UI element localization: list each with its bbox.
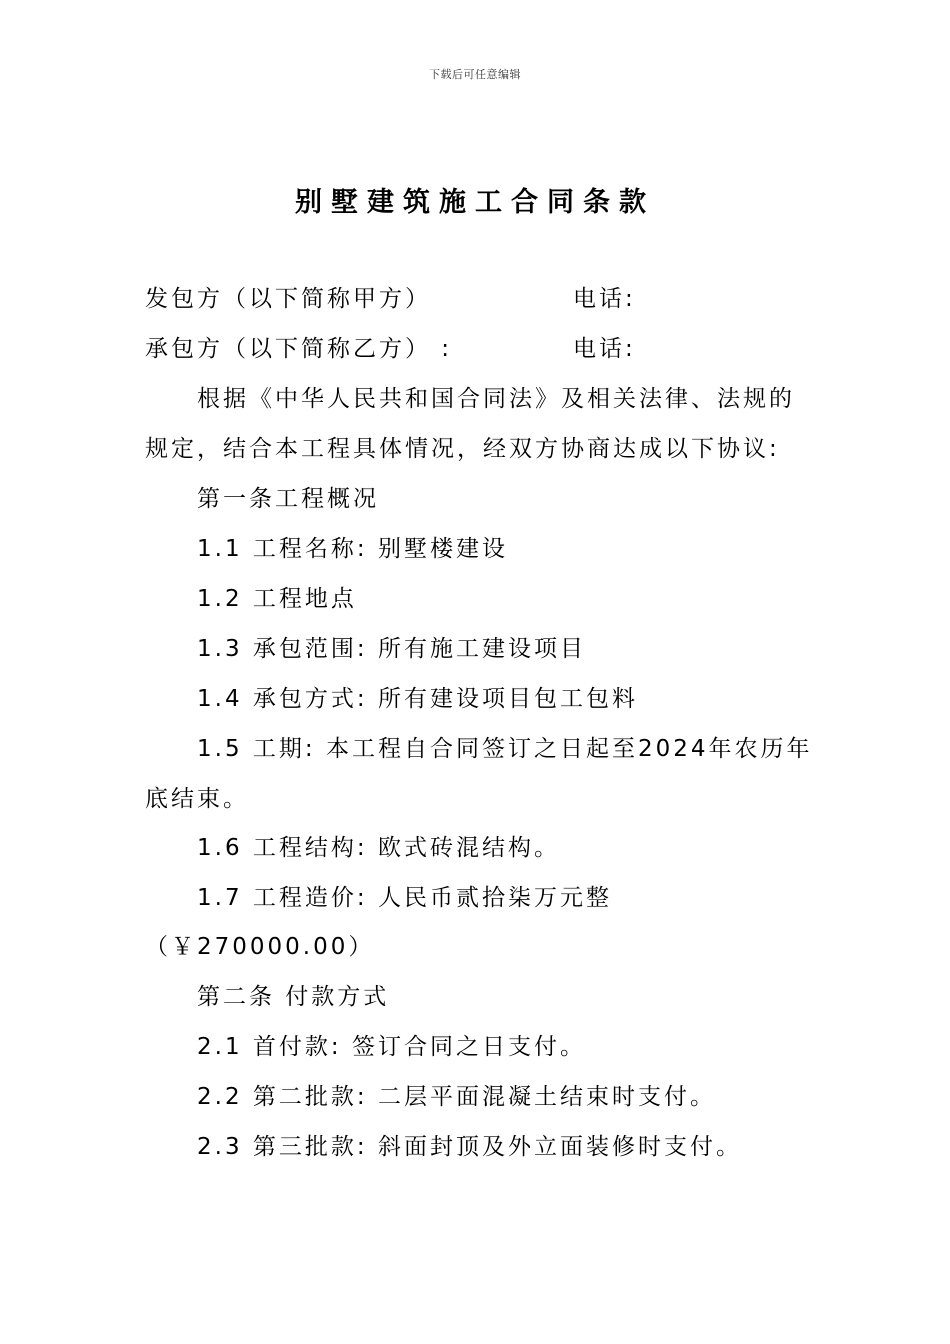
contractor-phone-label: 电话:	[573, 336, 636, 362]
item-1-3: 1.3 承包范围: 所有施工建设项目	[197, 636, 586, 662]
employer-label: 发包方（以下简称甲方）	[145, 286, 431, 312]
preamble-line-2: 规定，结合本工程具体情况，经双方协商达成以下协议:	[145, 436, 780, 462]
document-title: 别墅建筑施工合同条款	[295, 187, 655, 218]
item-2-3: 2.3 第三批款: 斜面封顶及外立面装修时支付。	[197, 1134, 742, 1160]
item-1-7-line-1: 1.7 工程造价: 人民币贰拾柒万元整	[197, 885, 612, 911]
item-1-6: 1.6 工程结构: 欧式砖混结构。	[197, 835, 560, 861]
article-2-heading: 第二条 付款方式	[197, 984, 390, 1010]
article-1-heading: 第一条工程概况	[197, 486, 379, 512]
preamble-line-1: 根据《中华人民共和国合同法》及相关法律、法规的	[197, 386, 795, 412]
item-1-2: 1.2 工程地点	[197, 586, 357, 612]
item-2-2: 2.2 第二批款: 二层平面混凝土结束时支付。	[197, 1084, 716, 1110]
item-1-5-line-1: 1.5 工期: 本工程自合同签订之日起至2024年农历年	[197, 736, 813, 762]
item-1-4: 1.4 承包方式: 所有建设项目包工包料	[197, 686, 638, 712]
item-1-1: 1.1 工程名称: 别墅楼建设	[197, 536, 508, 562]
item-1-5-line-2: 底结束。	[145, 786, 249, 812]
employer-phone-label: 电话:	[573, 286, 636, 312]
contractor-label: 承包方（以下简称乙方） :	[145, 336, 453, 362]
item-1-7-line-2: （￥270000.00）	[145, 934, 375, 960]
item-2-1: 2.1 首付款: 签订合同之日支付。	[197, 1034, 586, 1060]
page-header-note: 下载后可任意编辑	[429, 68, 521, 81]
